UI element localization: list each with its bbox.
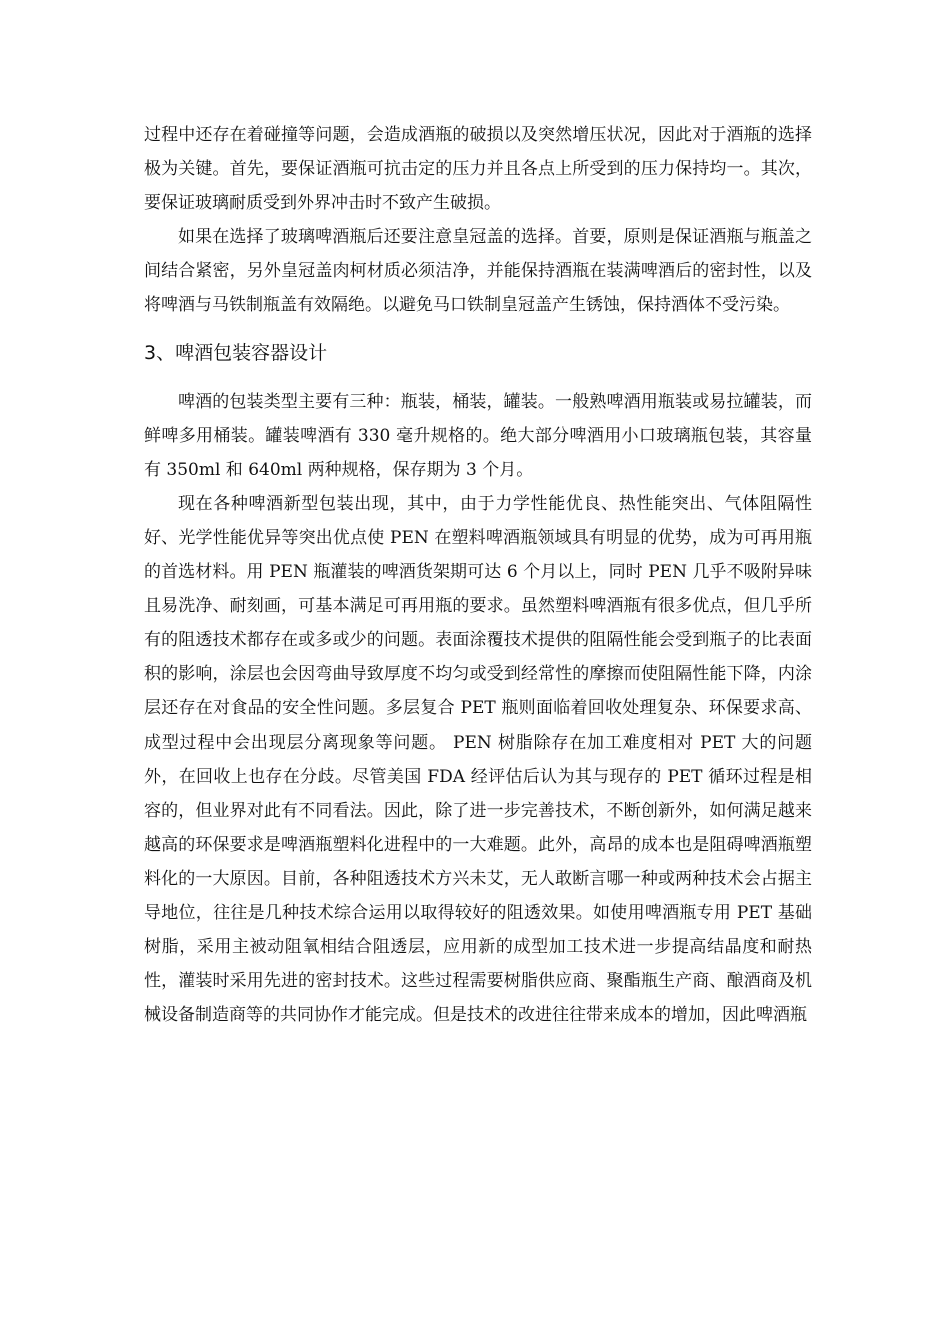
body-paragraph: 啤酒的包装类型主要有三种：瓶装，桶装，罐装。一般熟啤酒用瓶装或易拉罐装，而鲜啤多用桶装。罐装啤酒有 330 毫升规格的。绝大部分啤酒用小口玻璃瓶包装，其容量有 350ml 和 640ml 两种规格，保存期为 3 个月。 (144, 391, 812, 480)
section-heading: 3、啤酒包装容器设计 (144, 341, 328, 364)
body-paragraph: 过程中还存在着碰撞等问题，会造成酒瓶的破损以及突然增压状况，因此对于酒瓶的选择极为关键。首先，要保证酒瓶可抗击定的压力并且各点上所受到的压力保持均一。其次，要保证玻璃耐质受到外界冲击时不致产生破损。 (144, 125, 812, 214)
body-paragraph: 现在各种啤酒新型包装出现，其中，由于力学性能优良、热性能突出、气体阻隔性好、光学性能优异等突出优点使 PEN 在塑料啤酒瓶领域具有明显的优势，成为可再用瓶的首选材料。用 PEN 瓶灌装的啤酒货架期可达 6 个月以上，同时 PEN 几乎不吸附异味且易洗净、耐刻画，可基本满足可再用瓶的要求。虽然塑料啤酒瓶有很多优点，但几乎所有的阻透技术都存在或多或少的问题。表面涂覆技术提供的阻隔性能会受到瓶子的比表面积的影响，涂层也会因弯曲导致厚度不均匀或受到经常性的摩擦而使阻隔性能下降，内涂层还存在对食品的安全性问题。多层复合 PET 瓶则面临着回收处理复杂、环保要求高、成型过程中会出现层分离现象等问题。 PEN 树脂除存在加工难度相对 PET 大的问题外，在回收上也存在分歧。尽管美国 FDA 经评估后认为其与现存的 PET 循环过程是相容的，但业界对此有不同看法。因此，除了进一步完善技术，不断创新外，如何满足越来越高的环保要求是啤酒瓶塑料化进程中的一大难题。此外，高昂的成本也是阻碍啤酒瓶塑料化的一大原因。目前，各种阻透技术方兴未艾，无人敢断言哪一种或两种技术会占据主导地位，往往是几种技术综合运用以取得较好的阻透效果。如使用啤酒瓶专用 PET 基础树脂，采用主被动阻氧相结合阻透层，应用新的成型加工技术进一步提高结晶度和耐热性，灌装时采用先进的密封技术。这些过程需要树脂供应商、聚酯瓶生产商、酿酒商及机械设备制造商等的共同协作才能完成。但是技术的改进往往带来成本的增加，因此啤酒瓶 (144, 493, 812, 1026)
body-paragraph: 如果在选择了玻璃啤酒瓶后还要注意皇冠盖的选择。首要，原则是保证酒瓶与瓶盖之间结合紧密，另外皇冠盖肉柯材质必须洁净，并能保持酒瓶在装满啤酒后的密封性，以及将啤酒与马铁制瓶盖有效隔绝。以避免马口铁制皇冠盖产生锈蚀，保持酒体不受污染。 (144, 227, 812, 316)
document-page (144, 118, 812, 1032)
